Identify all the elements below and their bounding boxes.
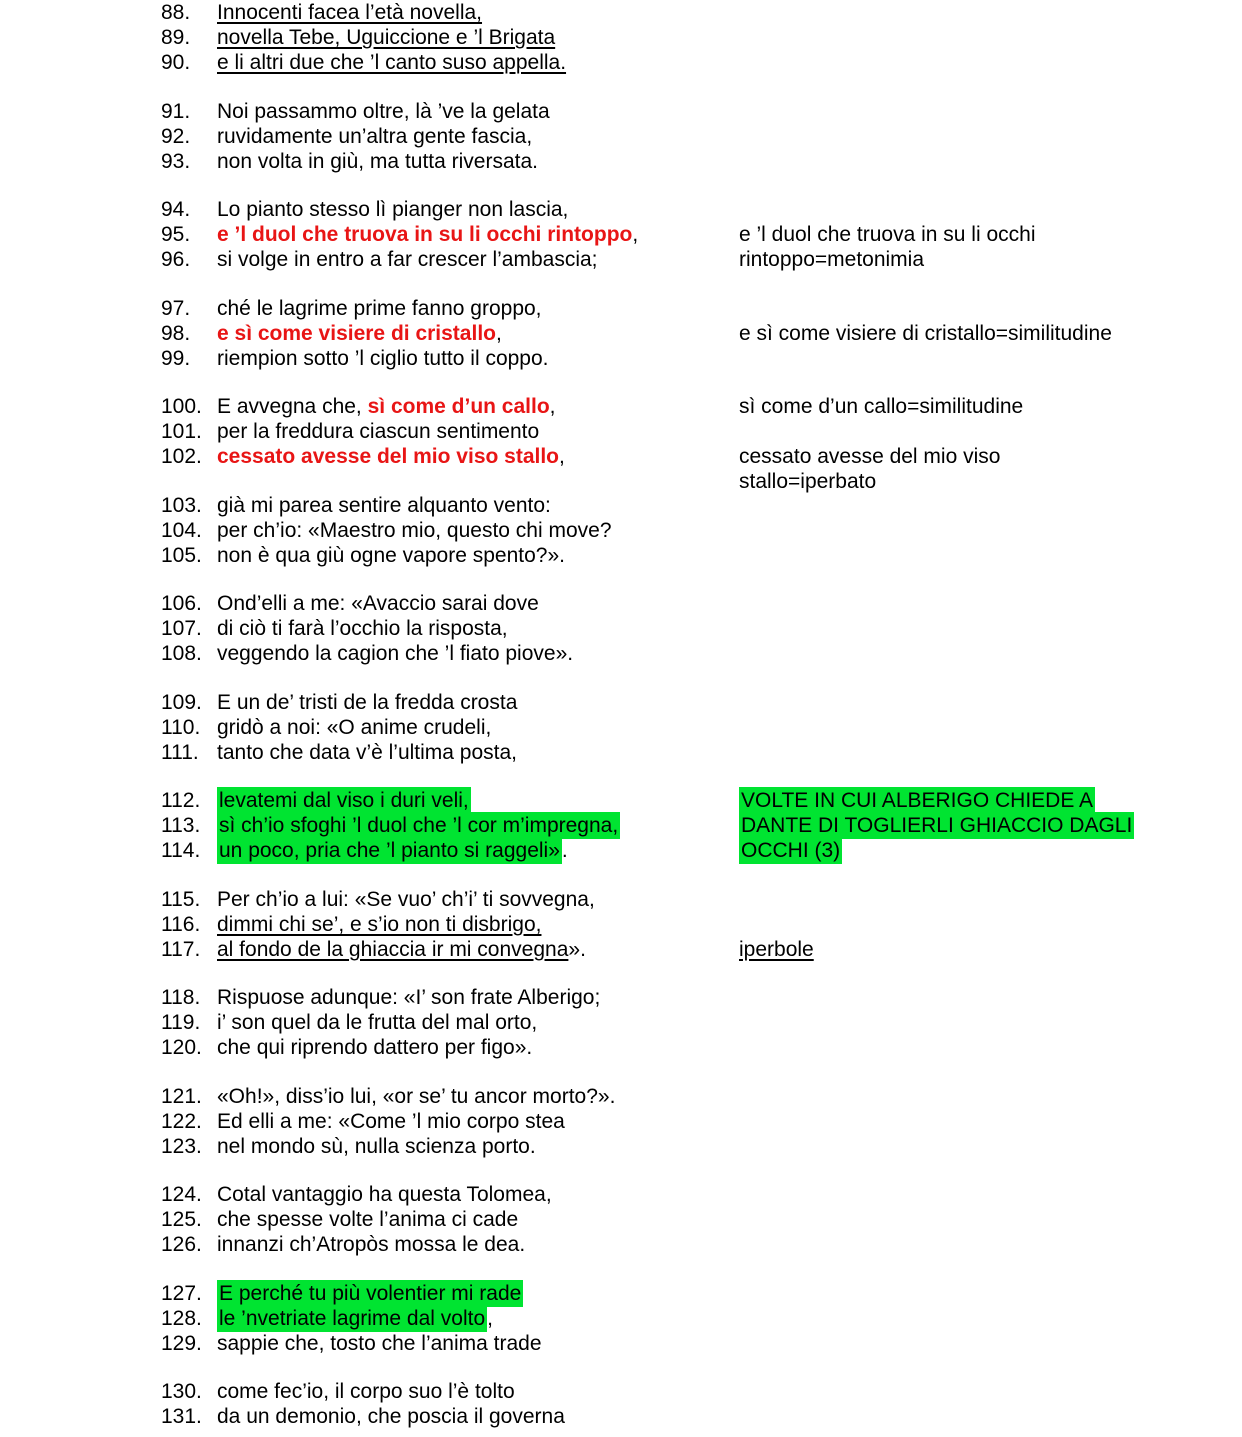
verse-segment: sappie che, tosto che l’anima trade — [217, 1331, 542, 1355]
annotation-text: rintoppo=metonimia — [739, 248, 925, 271]
verse-segment: , — [632, 223, 639, 246]
line-number: 114. — [161, 839, 201, 862]
verse-text — [217, 1281, 523, 1306]
verse-text — [217, 518, 612, 543]
tercet — [0, 1281, 1242, 1356]
verse-row — [0, 543, 1242, 568]
verse-text — [217, 25, 555, 50]
line-number: 110. — [161, 715, 201, 739]
verse-text — [217, 321, 502, 346]
tercet — [0, 296, 1242, 371]
annotation-text: e ’l duol che truova in su li occhi — [739, 223, 1036, 246]
verse-row — [0, 25, 1242, 50]
annotation-text: cessato avesse del mio viso — [739, 445, 1001, 468]
verse-text — [217, 1404, 565, 1429]
verse-segment: innanzi ch’Atropòs mossa le dea. — [217, 1233, 526, 1256]
annotation-text: iperbole — [739, 937, 814, 961]
annotation-line — [739, 444, 1209, 469]
verse-row — [0, 1084, 1242, 1109]
verse-segment: Lo pianto stesso lì pianger non lascia, — [217, 198, 569, 221]
verse-row — [0, 1306, 1242, 1331]
verse-text — [217, 1010, 537, 1035]
verse-text — [217, 985, 600, 1010]
verse-segment: Ed elli a me: «Come ’l mio corpo stea — [217, 1109, 565, 1133]
line-number: 121. — [161, 1084, 202, 1108]
verse-segment: non è qua giù ogne vapore spento?». — [217, 543, 565, 567]
tercet — [0, 887, 1242, 962]
verse-row — [0, 99, 1242, 124]
tercet — [0, 394, 1242, 493]
annotation-line — [739, 469, 1209, 494]
verse-text — [217, 99, 550, 124]
verse-segment: E avvegna che, — [217, 395, 368, 418]
verse-text — [217, 616, 508, 641]
verse-text — [217, 1379, 515, 1404]
verse-row — [0, 0, 1242, 25]
verse-segment: Innocenti facea l’età novella, — [217, 1, 483, 24]
verse-segment: veggendo la cagion che ’l fiato piove». — [217, 642, 574, 665]
verse-segment: sì come d’un callo — [367, 395, 550, 418]
verse-text — [217, 493, 551, 518]
line-number: 109. — [161, 690, 202, 714]
verse-segment: E perché tu più volentier mi rade — [219, 1281, 522, 1305]
verse-row — [0, 887, 1242, 912]
margin-annotation — [739, 937, 1209, 962]
annotation-line — [739, 838, 1209, 863]
verse-text — [217, 124, 532, 149]
tercet — [0, 197, 1242, 272]
verse-segment: E un de’ tristi de la fredda crosta — [217, 690, 518, 714]
verse-row — [0, 149, 1242, 174]
line-number: 113. — [161, 814, 201, 837]
annotation-line — [739, 813, 1209, 838]
verse-row — [0, 50, 1242, 75]
annotation-line — [739, 247, 1209, 272]
verse-text — [217, 0, 482, 25]
verse-segment: come fec’io, il corpo suo l’è tolto — [217, 1380, 515, 1403]
annotation-line — [739, 937, 1209, 962]
verse-text — [217, 1207, 518, 1232]
verse-text — [217, 346, 549, 371]
verse-text — [217, 149, 538, 174]
verse-text — [217, 690, 517, 715]
line-number: 104. — [161, 518, 202, 542]
verse-text — [217, 937, 586, 962]
verse-text — [217, 394, 556, 419]
verse-row — [0, 1010, 1242, 1035]
verse-segment: gridò a noi: «O anime crudeli, — [217, 715, 492, 739]
annotation-text: e sì come visiere di cristallo=similitudine — [739, 321, 1112, 345]
line-number: 111. — [161, 740, 199, 764]
line-number: 88. — [161, 1, 191, 24]
line-number: 125. — [161, 1208, 202, 1231]
line-number: 118. — [161, 986, 201, 1009]
tercet — [0, 493, 1242, 568]
tercet — [0, 99, 1242, 174]
annotation-line — [739, 394, 1209, 419]
verse-text — [217, 1134, 536, 1159]
verse-row — [0, 912, 1242, 937]
verse-segment: al fondo de la ghiaccia ir mi convegna — [217, 937, 569, 961]
verse-text — [217, 197, 568, 222]
line-number: 95. — [161, 223, 191, 246]
tercet — [0, 1084, 1242, 1159]
verse-row — [0, 740, 1242, 765]
verse-text — [217, 740, 517, 765]
verse-segment: e ’l duol che truova in su li occhi rintoppo — [217, 223, 633, 246]
verse-row — [0, 518, 1242, 543]
verse-segment: un poco, pria che ’l pianto si raggeli» — [219, 839, 560, 862]
verse-row — [0, 1109, 1242, 1134]
verse-text — [217, 788, 471, 813]
line-number: 90. — [161, 51, 191, 74]
line-number: 127. — [161, 1281, 202, 1305]
verse-row — [0, 985, 1242, 1010]
line-number: 101. — [161, 420, 202, 443]
annotation-line — [739, 222, 1209, 247]
verse-row — [0, 493, 1242, 518]
verse-text — [217, 1035, 532, 1060]
verse-segment: di ciò ti farà l’occhio la risposta, — [217, 617, 508, 640]
line-number: 92. — [161, 124, 191, 148]
tercet — [0, 1182, 1242, 1257]
verse-segment: Ond’elli a me: «Avaccio sarai dove — [217, 592, 539, 615]
verse-text — [217, 912, 541, 937]
tercet — [0, 788, 1242, 863]
line-number: 99. — [161, 346, 191, 370]
verse-text — [217, 641, 573, 666]
verse-row — [0, 616, 1242, 641]
verse-segment: che spesse volte l’anima ci cade — [217, 1208, 519, 1231]
verse-segment: cessato avesse del mio viso stallo — [217, 445, 560, 468]
line-number: 130. — [161, 1380, 202, 1403]
verse-text — [217, 247, 598, 272]
tercet — [0, 690, 1242, 765]
verse-segment: , — [549, 395, 556, 418]
line-number: 128. — [161, 1306, 202, 1330]
line-number: 107. — [161, 617, 202, 640]
verse-segment: Cotal vantaggio ha questa Tolomea, — [217, 1183, 552, 1206]
verse-text — [217, 591, 539, 616]
verse-segment: Rispuose adunque: «I’ son frate Alberigo; — [217, 986, 601, 1009]
line-number: 91. — [161, 99, 191, 123]
verse-segment: e sì come visiere di cristallo — [217, 321, 496, 345]
verse-segment: nel mondo sù, nulla scienza porto. — [217, 1134, 536, 1158]
verse-text — [217, 1182, 552, 1207]
verse-text — [217, 419, 539, 444]
tercet — [0, 1379, 1242, 1429]
verse-segment: per la freddura ciascun sentimento — [217, 420, 540, 443]
verse-text — [217, 50, 566, 75]
tercet — [0, 985, 1242, 1060]
verse-text — [217, 296, 542, 321]
verse-text — [217, 838, 568, 863]
verse-segment: si volge in entro a far crescer l’ambascia; — [217, 248, 598, 271]
verse-segment: , — [559, 445, 565, 468]
verse-row — [0, 296, 1242, 321]
line-number: 98. — [161, 321, 191, 345]
verse-segment: . — [561, 839, 568, 862]
verse-row — [0, 1379, 1242, 1404]
verse-row — [0, 124, 1242, 149]
verse-row — [0, 641, 1242, 666]
verse-segment: non volta in giù, ma tutta riversata. — [217, 149, 538, 173]
tercet — [0, 0, 1242, 75]
annotation-text: OCCHI (3) — [741, 839, 841, 862]
verse-text — [217, 1306, 493, 1331]
verse-segment: , — [487, 1306, 493, 1330]
margin-annotation — [739, 444, 1209, 494]
verse-row — [0, 1331, 1242, 1356]
line-number: 108. — [161, 642, 202, 665]
line-number: 89. — [161, 26, 191, 49]
line-number: 106. — [161, 592, 202, 615]
verse-segment: Noi passammo oltre, là ’ve la gelata — [217, 99, 550, 123]
annotation-line — [739, 788, 1209, 813]
line-number: 105. — [161, 543, 202, 567]
line-number: 129. — [161, 1331, 202, 1355]
verse-text — [217, 1331, 542, 1356]
annotation-text: stallo=iperbato — [739, 470, 877, 493]
verse-segment: ché le lagrime prime fanno groppo, — [217, 296, 542, 320]
verse-text — [217, 1232, 525, 1257]
verse-row — [0, 690, 1242, 715]
verse-segment: che qui riprendo dattero per figo». — [217, 1036, 533, 1059]
verse-row — [0, 346, 1242, 371]
verse-row — [0, 1035, 1242, 1060]
verse-segment: già mi parea sentire alquanto vento: — [217, 493, 551, 517]
line-number: 112. — [161, 789, 201, 812]
verse-segment: , — [495, 321, 502, 345]
margin-annotation — [739, 788, 1209, 863]
line-number: 126. — [161, 1233, 202, 1256]
verse-segment: tanto che data v’è l’ultima posta, — [217, 740, 518, 764]
verse-text — [217, 444, 565, 469]
verse-text — [217, 1084, 615, 1109]
verse-row — [0, 591, 1242, 616]
verse-segment: i’ son quel da le frutta del mal orto, — [217, 1011, 538, 1034]
annotation-text: VOLTE IN CUI ALBERIGO CHIEDE A — [741, 789, 1094, 812]
margin-annotation — [739, 394, 1209, 419]
tercet — [0, 591, 1242, 666]
line-number: 96. — [161, 248, 191, 271]
verse-row — [0, 1404, 1242, 1429]
verse-row — [0, 1207, 1242, 1232]
verse-segment: riempion sotto ’l ciglio tutto il coppo. — [217, 346, 549, 370]
verse-segment: da un demonio, che poscia il governa — [217, 1405, 565, 1428]
line-number: 94. — [161, 198, 191, 221]
verse-text — [217, 887, 595, 912]
line-number: 103. — [161, 493, 202, 517]
line-number: 122. — [161, 1109, 202, 1133]
line-number: 131. — [161, 1405, 202, 1428]
verse-row — [0, 1232, 1242, 1257]
verse-row — [0, 1134, 1242, 1159]
line-number: 119. — [161, 1011, 201, 1034]
line-number: 100. — [161, 395, 202, 418]
verse-text — [217, 543, 565, 568]
verse-segment: Per ch’io a lui: «Se vuo’ ch’i’ ti sovvegna, — [217, 887, 595, 911]
verse-segment: ruvidamente un’altra gente fascia, — [217, 124, 533, 148]
line-number: 102. — [161, 445, 202, 468]
verse-text — [217, 715, 491, 740]
verse-row — [0, 419, 1242, 444]
line-number: 93. — [161, 149, 191, 173]
verse-segment: «Oh!», diss’io lui, «or se’ tu ancor morto?». — [217, 1084, 616, 1108]
verse-segment: levatemi dal viso i duri veli, — [219, 789, 469, 812]
line-number: 117. — [161, 937, 201, 961]
line-number: 97. — [161, 296, 191, 320]
annotation-text: DANTE DI TOGLIERLI GHIACCIO DAGLI — [741, 814, 1133, 837]
verse-segment: le ’nvetriate lagrime dal volto — [219, 1306, 486, 1330]
verse-segment: sì ch’io sfoghi ’l duol che ’l cor m’impregna, — [219, 814, 619, 837]
verse-row — [0, 197, 1242, 222]
line-number: 123. — [161, 1134, 202, 1158]
verse-segment: ». — [568, 937, 586, 961]
line-number: 124. — [161, 1183, 202, 1206]
verse-segment: dimmi chi se’, e s’io non ti disbrigo, — [217, 912, 542, 936]
margin-annotation — [739, 222, 1209, 272]
verse-text — [217, 1109, 565, 1134]
annotation-line — [739, 321, 1209, 346]
verse-row — [0, 1281, 1242, 1306]
line-number: 115. — [161, 887, 201, 911]
annotation-text: sì come d’un callo=similitudine — [739, 395, 1024, 418]
verse-text — [217, 813, 620, 838]
verse-segment: per ch’io: «Maestro mio, questo chi move? — [217, 518, 612, 542]
margin-annotation — [739, 321, 1209, 346]
verse-segment: e li altri due che ’l canto suso appella. — [217, 51, 567, 74]
line-number: 120. — [161, 1036, 202, 1059]
verse-row — [0, 715, 1242, 740]
line-number: 116. — [161, 912, 201, 936]
verse-text — [217, 222, 638, 247]
verse-row — [0, 1182, 1242, 1207]
verse-segment: novella Tebe, Uguiccione e ’l Brigata — [217, 26, 556, 49]
